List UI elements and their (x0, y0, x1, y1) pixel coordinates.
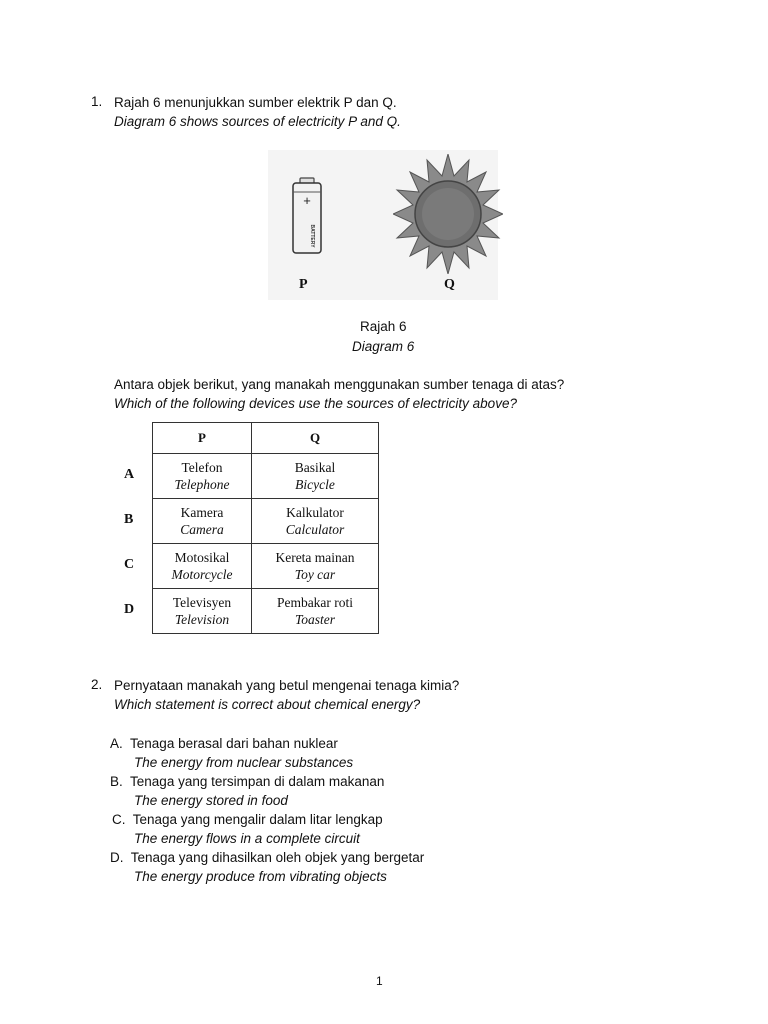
table-cell-p (153, 544, 252, 589)
table-header-q: Q (252, 423, 379, 454)
cell-text-ms: Motosikal (174, 550, 230, 565)
sun-icon (393, 154, 503, 274)
option-b (110, 772, 384, 810)
cell-text-en: Toy car (294, 567, 336, 582)
diagram-6 (268, 150, 498, 300)
cell-text-ms: Televisyen (172, 595, 232, 610)
table-row (153, 544, 379, 589)
table-row (153, 454, 379, 499)
table-cell-q (252, 544, 379, 589)
table-header-row (153, 423, 379, 454)
cell-text-ms: Kalkulator (286, 505, 344, 520)
answer-table (152, 422, 379, 634)
cell-text-en: Television (174, 612, 230, 627)
option-text-en: The energy flows in a complete circuit (134, 831, 360, 846)
question-1-text-ms: Rajah 6 menunjukkan sumber elektrik P dan Q. (114, 95, 397, 110)
option-letter: A. (110, 736, 123, 751)
table-cell-q (252, 589, 379, 634)
option-text-en: The energy stored in food (134, 793, 288, 808)
option-text-ms: Tenaga yang mengalir dalam litar lengkap (132, 812, 383, 827)
question-1-number: 1. (91, 94, 103, 109)
page-number: 1 (376, 974, 383, 988)
cell-text-en: Motorcycle (171, 567, 233, 582)
cell-text-en: Calculator (285, 522, 345, 537)
row-label-c: C (124, 557, 135, 572)
row-label-d: D (124, 602, 135, 617)
option-letter: B. (110, 774, 123, 789)
table-cell-p (153, 589, 252, 634)
table-cell-q (252, 499, 379, 544)
cell-text-en: Bicycle (295, 477, 335, 492)
option-text-ms: Tenaga berasal dari bahan nuklear (130, 736, 338, 751)
table-cell-p (153, 499, 252, 544)
cell-text-en: Toaster (294, 612, 336, 627)
battery-icon (280, 176, 340, 266)
question-2-number: 2. (91, 677, 103, 692)
table-row (153, 589, 379, 634)
cell-text-ms: Basikal (294, 460, 336, 475)
diagram-label-q: Q (444, 277, 455, 292)
battery-label: BATTERY (309, 224, 315, 248)
cell-text-ms: Kamera (180, 505, 224, 520)
table-row (153, 499, 379, 544)
question-1-prompt-ms: Antara objek berikut, yang manakah menggunakan sumber tenaga di atas? (114, 377, 565, 392)
option-d (110, 848, 424, 886)
cell-text-en: Telephone (174, 477, 230, 492)
question-1-prompt-en: Which of the following devices use the sources of electricity above? (114, 396, 517, 411)
cell-text-ms: Kereta mainan (275, 550, 355, 565)
table-cell-p (153, 454, 252, 499)
option-letter: D. (110, 850, 124, 865)
battery-plus-sign: + (303, 193, 311, 208)
option-text-en: The energy from nuclear substances (134, 755, 354, 770)
row-label-a: A (124, 467, 135, 482)
table-header-p: P (153, 423, 252, 454)
question-1-text-en: Diagram 6 shows sources of electricity P and Q. (114, 114, 401, 129)
question-2-text-en: Which statement is correct about chemical energy? (114, 697, 421, 712)
option-text-en: The energy produce from vibrating objects (134, 869, 387, 884)
cell-text-en: Camera (180, 522, 224, 537)
table-cell-q (252, 454, 379, 499)
option-text-ms: Tenaga yang dihasilkan oleh objek yang bergetar (130, 850, 425, 865)
diagram-caption-en: Diagram 6 (352, 339, 415, 354)
diagram-caption-ms: Rajah 6 (360, 319, 407, 334)
diagram-label-p: P (299, 277, 308, 292)
option-c (112, 810, 383, 848)
option-a (110, 734, 353, 772)
option-text-ms: Tenaga yang tersimpan di dalam makanan (130, 774, 385, 789)
cell-text-ms: Telefon (181, 460, 223, 475)
option-letter: C. (112, 812, 126, 827)
row-label-b: B (124, 512, 134, 527)
cell-text-ms: Pembakar roti (276, 595, 354, 610)
question-2-text-ms: Pernyataan manakah yang betul mengenai tenaga kimia? (114, 678, 460, 693)
